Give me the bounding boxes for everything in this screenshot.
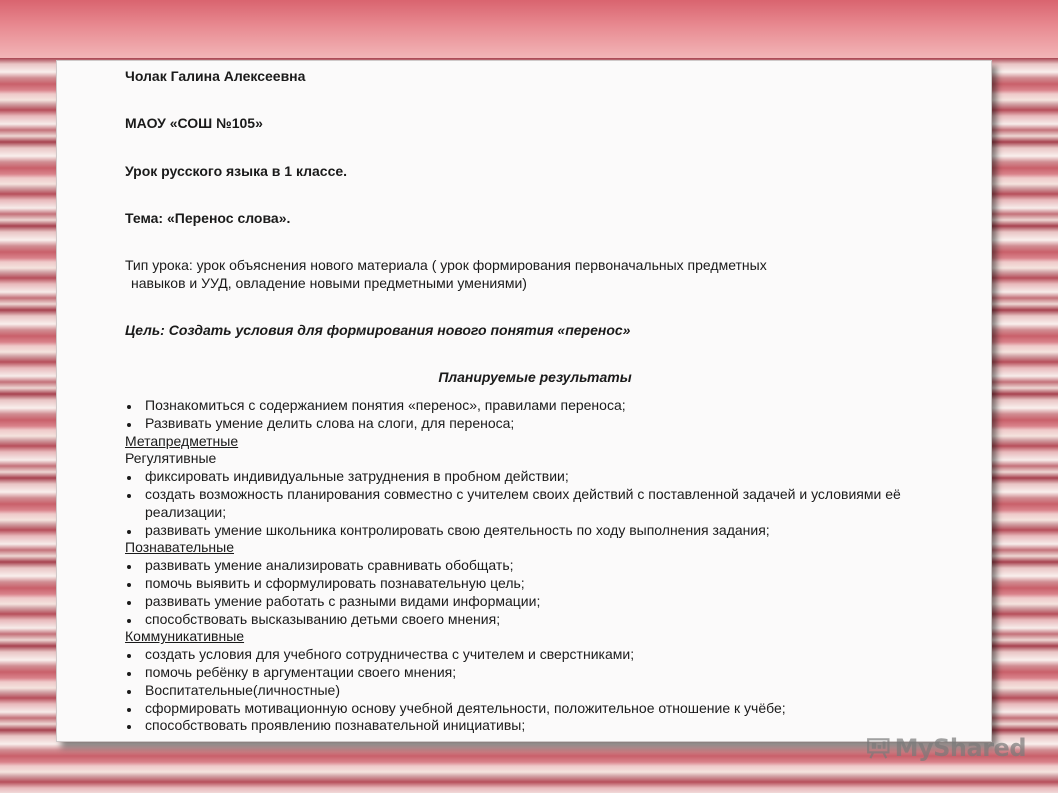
author-name: Чолак Галина Алексеевна: [125, 68, 306, 84]
watermark-text: MyShared: [894, 734, 1026, 762]
list-item: помочь выявить и сформулировать познавательную цель;: [125, 575, 945, 593]
list-item: сформировать мотивационную основу учебной деятельности, положительное отношение к учёбе;: [125, 700, 945, 718]
list-item: Познакомиться с содержанием понятия «перенос», правилами переноса;: [125, 397, 945, 415]
regulative-list: [125, 468, 945, 539]
list-item: создать условия для учебного сотрудничества с учителем и сверстниками;: [125, 646, 945, 664]
list-item: способствовать высказыванию детьми своего мнения;: [125, 611, 945, 629]
regulative-heading: Регулятивные: [125, 450, 217, 467]
list-item: развивать умение анализировать сравнивать обобщать;: [125, 557, 945, 575]
results-list: [125, 397, 945, 735]
planned-results-title: Планируемые результаты: [438, 369, 632, 385]
metasubject-heading: Метапредметные: [125, 432, 239, 449]
list-item: развивать умение школьника контролировать свою деятельность по ходу выполнения задания;: [125, 522, 945, 540]
list-item: Развивать умение делить слова на слоги, для переноса;: [125, 415, 945, 433]
list-item: помочь ребёнку в аргументации своего мнения;: [125, 664, 945, 682]
list-item: фиксировать индивидуальные затруднения в пробном действии;: [125, 468, 945, 486]
lesson-type-line-1: Тип урока: урок объяснения нового материала ( урок формирования первоначальных предметных: [125, 257, 767, 273]
communicative-list: [125, 646, 945, 735]
lesson-title: Урок русского языка в 1 классе.: [125, 163, 348, 179]
list-item: Воспитательные(личностные): [125, 682, 945, 700]
lesson-goal: Цель: Создать условия для формирования нового понятия «перенос»: [125, 322, 631, 338]
lesson-topic: Тема: «Перенос слова».: [125, 210, 291, 226]
slide-card: [56, 60, 992, 742]
top-decorative-band: [0, 0, 1058, 58]
presentation-board-icon: [866, 733, 891, 763]
cognitive-list: [125, 557, 945, 628]
lesson-type-line-2: навыков и УУД, овладение новыми предметными умениями): [131, 275, 527, 291]
list-item: создать возможность планирования совместно с учителем своих действий с поставленной задачей и условиями её реализации;: [125, 486, 915, 522]
communicative-heading: Коммуникативные: [125, 628, 245, 645]
cognitive-heading: Познавательные: [125, 539, 235, 556]
myshared-watermark: [866, 730, 1026, 766]
slide-content: [125, 67, 945, 735]
school-name: МАОУ «СОШ №105»: [125, 115, 263, 131]
list-item: развивать умение работать с разными видами информации;: [125, 593, 945, 611]
subject-results-list: [125, 397, 945, 433]
lesson-type: [125, 256, 945, 292]
list-item: способствовать проявлению познавательной инициативы;: [125, 717, 945, 735]
